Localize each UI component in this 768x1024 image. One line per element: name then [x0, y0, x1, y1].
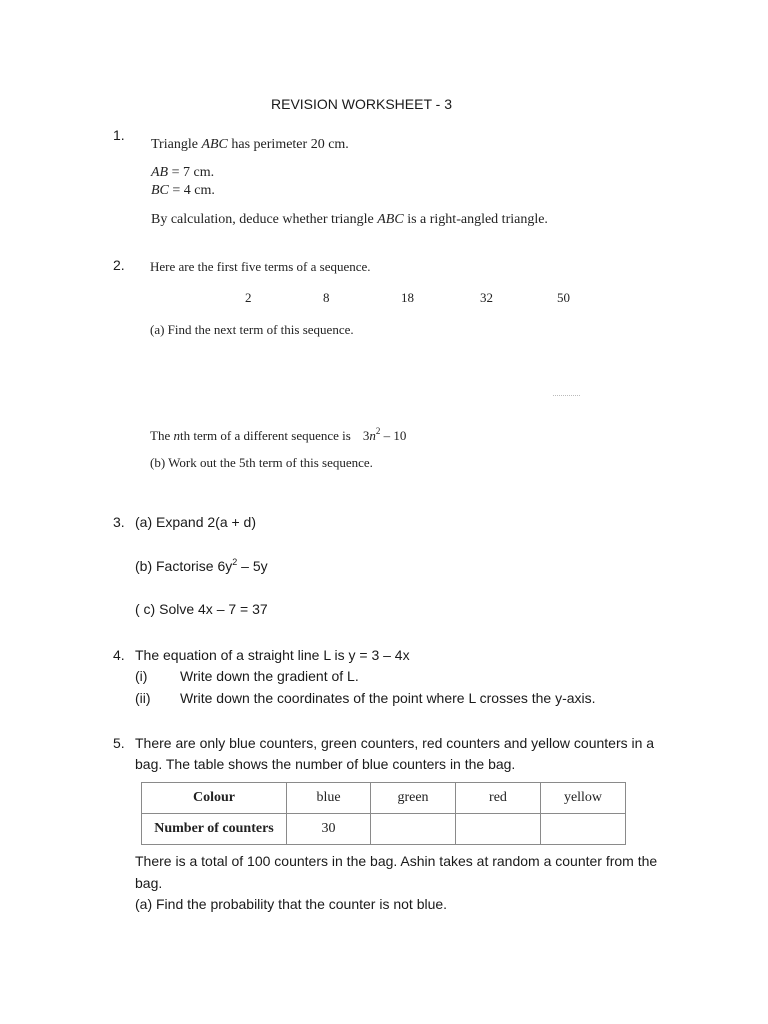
- sequence-term: 18: [401, 290, 414, 305]
- q4-sub-text: Write down the gradient of L.: [180, 668, 359, 684]
- table-header-cell: green: [371, 783, 456, 814]
- q1-bc-length: BC = 4 cm.: [151, 183, 215, 198]
- answer-dotted-line: [553, 395, 580, 396]
- table-cell: Number of counters: [142, 814, 287, 845]
- table-header-cell: red: [456, 783, 541, 814]
- table-cell: [456, 814, 541, 845]
- q3-part-b: (b) Factorise $6y^2 - 5y$: [135, 557, 268, 574]
- sequence-term: 50: [557, 290, 570, 305]
- question-5-number: 5.: [113, 735, 125, 751]
- q2-part-a: (a) Find the next term of this sequence.: [150, 322, 354, 337]
- q2-intro: Here are the first five terms of a sequence.: [150, 259, 371, 274]
- q5-intro-line-2: bag. The table shows the number of blue counters in the bag.: [135, 756, 516, 772]
- worksheet-title: REVISION WORKSHEET - 3: [271, 96, 452, 112]
- q4-equation-line: The equation of a straight line L is y = 3 – 4x: [135, 647, 410, 663]
- question-1-number: 1.: [113, 127, 125, 143]
- q5-part-a: (a) Find the probability that the counter is not blue.: [135, 896, 448, 912]
- table-header-cell: Colour: [142, 783, 287, 814]
- q2-part-b: (b) Work out the 5th term of this sequence.: [150, 455, 373, 470]
- table-header-cell: blue: [287, 783, 371, 814]
- q4-sub-label: (i): [135, 668, 148, 684]
- q5-total-line-cont: bag.: [135, 875, 163, 891]
- q1-ab-length: AB = 7 cm.: [151, 165, 215, 180]
- question-3-number: 3.: [113, 514, 125, 530]
- counters-table: [141, 782, 626, 845]
- q4-sub-label: (ii): [135, 690, 151, 706]
- table-cell: [541, 814, 626, 845]
- nth-term-formula: $3n^2 - 10$: [362, 426, 407, 443]
- question-4-number: 4.: [113, 647, 125, 663]
- table-cell: 30: [287, 814, 371, 845]
- q2-nth-term-line: The nth term of a different sequence is $3n^2 - 10$: [150, 426, 407, 443]
- q3-part-a: (a) Expand 2(a + d): [135, 514, 257, 530]
- q5-intro-line-1: There are only blue counters, green counters, red counters and yellow counters in a: [135, 735, 655, 751]
- q3-part-c: ( c) Solve 4x – 7 = 37: [135, 601, 268, 617]
- sequence-term: 8: [323, 290, 330, 305]
- table-row: [142, 814, 626, 845]
- sequence-term: 32: [480, 290, 493, 305]
- q5-total-line: There is a total of 100 counters in the bag. Ashin takes at random a counter from the: [135, 853, 658, 869]
- table-header-cell: yellow: [541, 783, 626, 814]
- table-header-row: [142, 783, 626, 814]
- question-2-number: 2.: [113, 257, 125, 273]
- q1-instruction: By calculation, deduce whether triangle ABC is a right-angled triangle.: [151, 212, 548, 227]
- sequence-term: 2: [245, 290, 252, 305]
- table-cell: [371, 814, 456, 845]
- q1-perimeter-line: Triangle ABC has perimeter 20 cm.: [151, 137, 349, 152]
- q4-sub-text: Write down the coordinates of the point where L crosses the y-axis.: [180, 690, 596, 706]
